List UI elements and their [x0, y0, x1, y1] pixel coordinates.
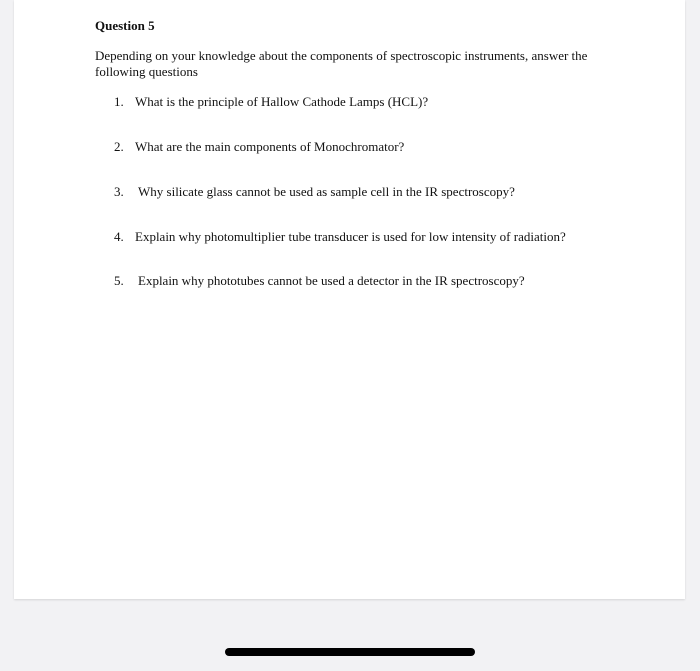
question-number: 2.: [114, 139, 124, 154]
question-text: Why silicate glass cannot be used as sample cell in the IR spectroscopy?: [138, 184, 515, 199]
question-title: Question 5: [95, 18, 155, 33]
question-text: What is the principle of Hallow Cathode Lamps (HCL)?: [135, 94, 429, 109]
question-item-2: [114, 139, 404, 155]
question-text: What are the main components of Monochromator?: [135, 139, 405, 154]
question-number: 3.: [114, 184, 124, 199]
question-item-4: [114, 229, 566, 245]
question-intro: Depending on your knowledge about the components of spectroscopic instruments, answer the following questions: [95, 48, 588, 79]
question-item-3: [114, 184, 515, 200]
question-number: 5.: [114, 273, 124, 288]
question-number: 4.: [114, 229, 124, 244]
home-indicator-bar[interactable]: [225, 648, 475, 656]
question-item-5: [114, 273, 525, 289]
question-number: 1.: [114, 94, 124, 109]
question-item-1: [114, 94, 428, 110]
question-text: Explain why photomultiplier tube transducer is used for low intensity of radiation?: [135, 229, 566, 244]
question-text: Explain why phototubes cannot be used a detector in the IR spectroscopy?: [138, 273, 525, 288]
document-page: [14, 0, 685, 599]
